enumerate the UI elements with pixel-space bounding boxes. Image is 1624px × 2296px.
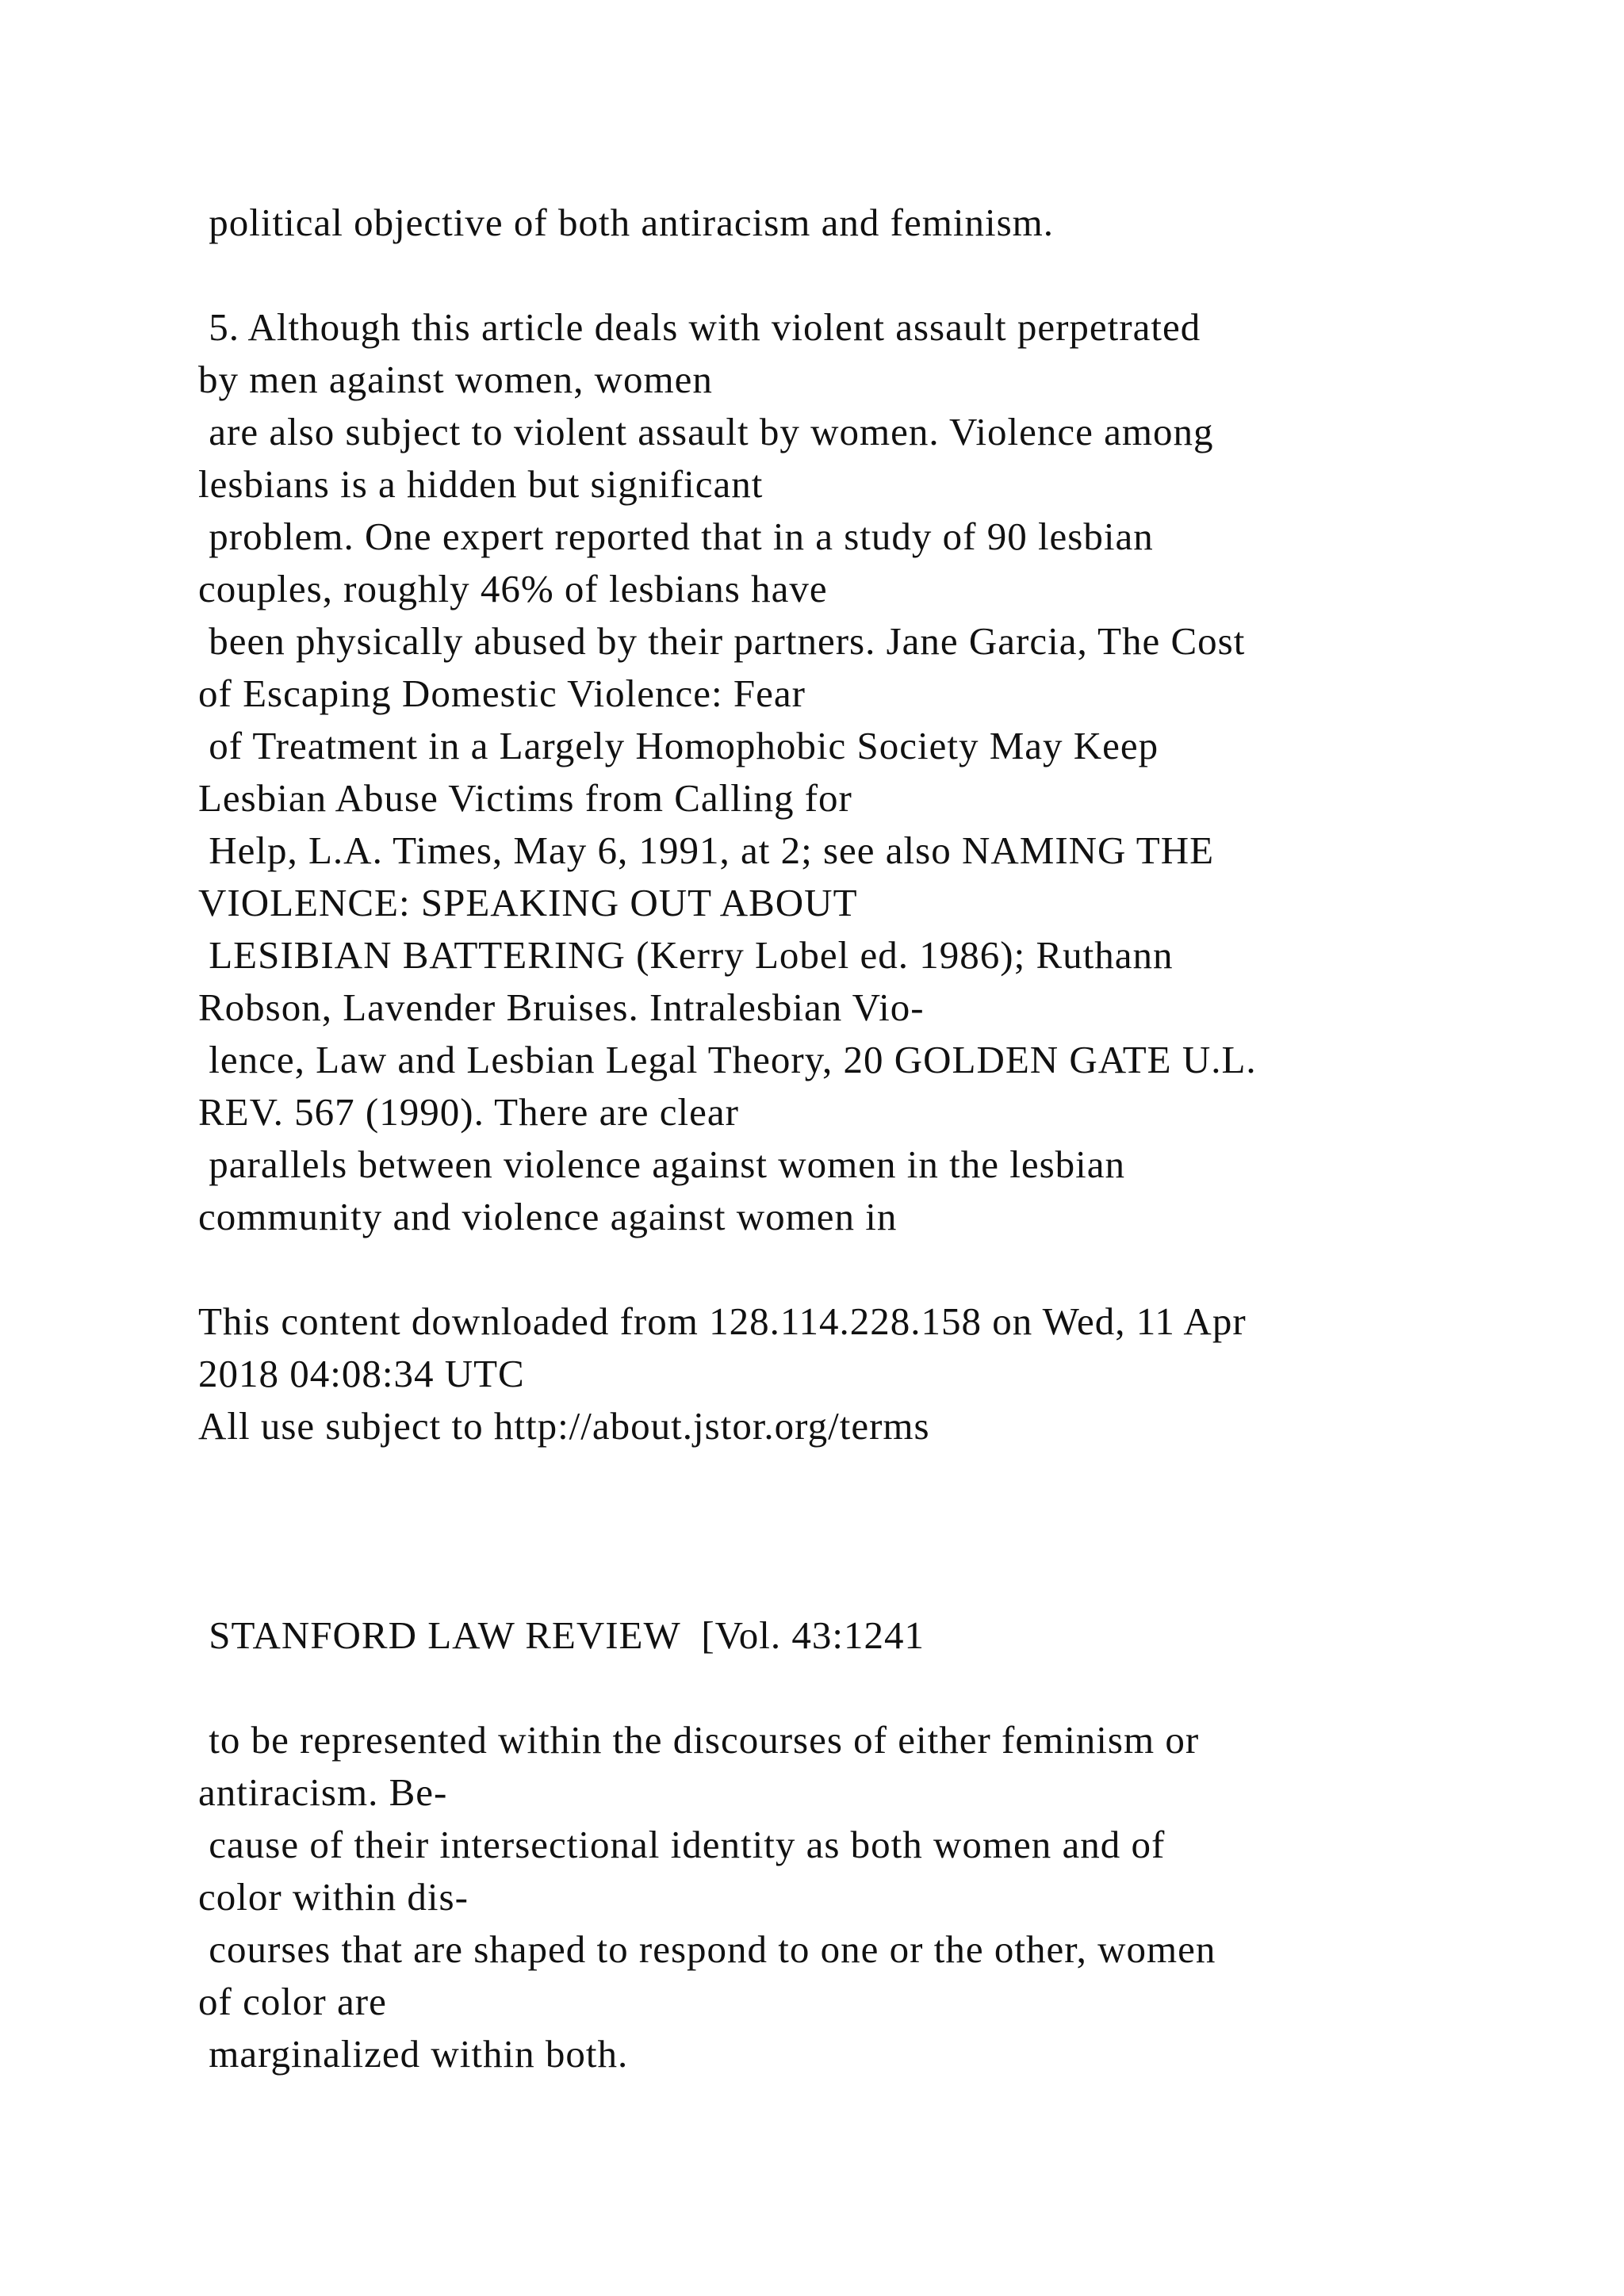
body-text-line: antiracism. Be- [198,1770,448,1814]
body-text-line: marginalized within both. [198,2032,629,2076]
footnote-line: LESIBIAN BATTERING (Kerry Lobel ed. 1986); Ruthann [198,933,1174,977]
footnote-line: are also subject to violent assault by women. Violence among [198,410,1214,453]
footnote-line: of Treatment in a Largely Homophobic Society May Keep [198,724,1159,767]
footnote-line: community and violence against women in [198,1195,898,1238]
body-text-line: courses that are shaped to respond to one or the other, women [198,1927,1216,1971]
body-text-line: cause of their intersectional identity as both women and of [198,1823,1166,1866]
footnote-line: been physically abused by their partners. Jane Garcia, The Cost [198,619,1246,663]
footnote-line: Lesbian Abuse Victims from Calling for [198,776,852,820]
footnote-line: lesbians is a hidden but significant [198,462,764,506]
footnote-line: Help, L.A. Times, May 6, 1991, at 2; see also NAMING THE [198,828,1215,872]
footnote-line: 5. Although this article deals with violent assault perpetrated [198,305,1201,349]
footnote-line: couples, roughly 46% of lesbians have [198,567,828,610]
body-text-line: of color are [198,1980,387,2023]
body-text-line: color within dis- [198,1875,469,1919]
footnote-line: problem. One expert reported that in a study of 90 lesbian [198,515,1154,558]
jstor-terms-link[interactable]: All use subject to http://about.jstor.org/terms [198,1404,930,1448]
footnote-line: REV. 567 (1990). There are clear [198,1090,739,1134]
footnote-line: parallels between violence against women in the lesbian [198,1142,1126,1186]
jstor-notice-line: 2018 04:08:34 UTC [198,1352,525,1395]
footnote-line: by men against women, women [198,358,713,401]
body-text-line: political objective of both antiracism and feminism. [198,201,1055,244]
footnote-line: lence, Law and Lesbian Legal Theory, 20 GOLDEN GATE U.L. [198,1038,1257,1081]
footnote-line: Robson, Lavender Bruises. Intralesbian Vio- [198,985,925,1029]
jstor-notice-line: This content downloaded from 128.114.228.158 on Wed, 11 Apr [198,1299,1247,1343]
body-text-line: to be represented within the discourses of either feminism or [198,1718,1200,1762]
footnote-line: VIOLENCE: SPEAKING OUT ABOUT [198,881,858,924]
footnote-line: of Escaping Domestic Violence: Fear [198,672,806,715]
running-header: STANFORD LAW REVIEW [Vol. 43:1241 [198,1613,925,1657]
